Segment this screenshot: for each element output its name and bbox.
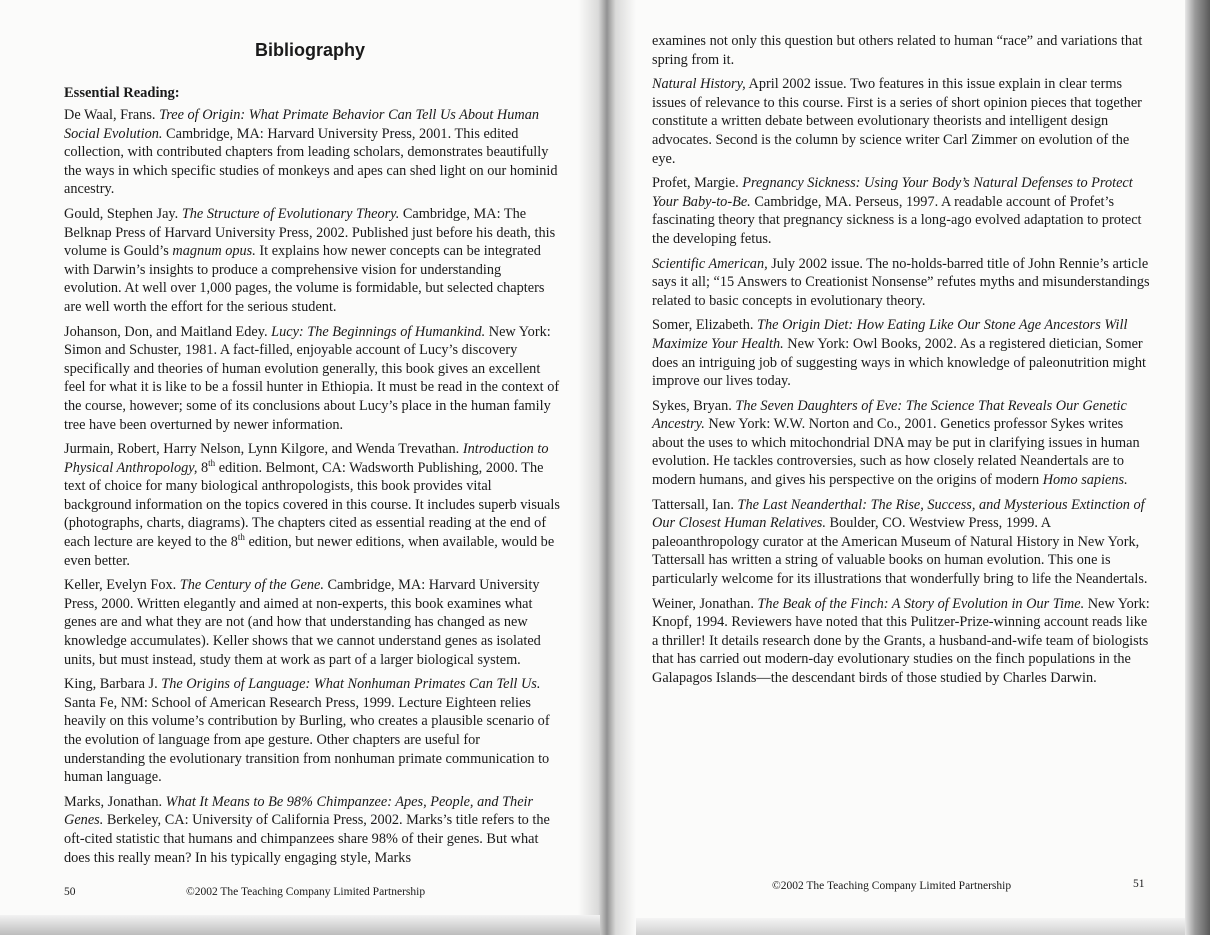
entry-text: July 2002 issue. The no-holds-barred title of John Rennie’s article says it all; “15 Answers to Creationist Nonsense” refutes myths and misunderstandings related to basic concepts in evolutionary theory. [652, 255, 1150, 309]
entry-text: edition, but newer editions, when available, would be even better. [64, 534, 555, 569]
entry-italic-text: magnum opus. [172, 243, 256, 260]
bibliography-entry [652, 75, 1152, 168]
copyright-left: ©2002 The Teaching Company Limited Partnership [186, 886, 426, 898]
entry-author: Johanson, Don, and Maitland Edey. [64, 323, 272, 340]
entry-title: The Seven Daughters of Eve: The Science That Reveals Our Genetic Ancestry. [652, 397, 1127, 433]
entry-author: Somer, Elizabeth. [652, 317, 758, 334]
entry-author: De Waal, Frans. [64, 107, 160, 123]
bibliography-entry [652, 255, 1152, 311]
entry-text: New York: W.W. Norton and Co., 2001. Genetics professor Sykes writes about the uses to which mitochondrial DNA may be put in clarifying issues in human evolution. He tackles controversies, such as how closely related Neandertals are to modern humans, and gives his perspective on the origins of modern [652, 416, 1140, 489]
entry-author: Keller, Evelyn Fox. [64, 577, 180, 594]
entry-title: The Beak of the Finch: A Story of Evolution in Our Time. [757, 595, 1085, 612]
entry-text: Cambridge, MA: The Belknap Press of Harvard University Press, 2002. Published just before his death, this volume is Gould’s [64, 205, 556, 260]
page-title: Bibliography [254, 40, 365, 60]
entry-text: It explains how newer concepts can be integrated with Darwin’s insights to produce a comprehensive vision for understanding evolution. At well over 1,000 pages, the volume is formidable, but selected chapters are well worth the effort for the serious student. [64, 243, 545, 315]
bibliography-entry [64, 205, 560, 317]
entry-author: Weiner, Jonathan. [652, 595, 758, 612]
page-bottom-edge [0, 915, 600, 935]
entry-superscript: th [237, 532, 245, 543]
book-gutter-shadow [578, 0, 636, 935]
entry-title: Natural History, [652, 76, 746, 93]
bibliography-entry [652, 595, 1152, 688]
entry-author: Sykes, Bryan. [652, 397, 736, 414]
entry-title: Introduction to Physical Anthropology, [64, 441, 549, 476]
entry-author: Marks, Jonathan. [64, 793, 166, 810]
entry-author: Jurmain, Robert, Harry Nelson, Lynn Kilgore, and Wenda Trevathan. [64, 441, 463, 458]
copyright-right: ©2002 The Teaching Company Limited Partnership [772, 880, 1012, 892]
left-column [64, 106, 560, 873]
entry-title: The Structure of Evolutionary Theory. [181, 205, 400, 222]
page-bottom-edge-right [636, 918, 1185, 935]
bibliography-entry [652, 496, 1152, 589]
entry-text: Santa Fe, NM: School of American Research Press, 1999. Lecture Eighteen relies heavily on this volume’s contribution by Burling, who creates a plausible scenario of the evolution of language from ape gesture. Other chapters are useful for understanding the evolutionary transition from nonhuman primate communication to human language. [64, 694, 550, 786]
entry-title: Lucy: The Beginnings of Humankind. [271, 323, 486, 340]
entry-author: Tattersall, Ian. [652, 496, 738, 513]
bibliography-entry [64, 576, 560, 669]
bibliography-entry [64, 440, 560, 570]
page-number-left: 50 [64, 886, 76, 898]
bibliography-entry [652, 397, 1152, 490]
entry-title: The Origin Diet: How Eating Like Our Stone Age Ancestors Will Maximize Your Health. [652, 317, 1128, 352]
bibliography-entry [652, 174, 1152, 248]
entry-title: Scientific American, [652, 255, 768, 272]
right-column [652, 32, 1152, 694]
entry-superscript: th [208, 457, 216, 468]
bibliography-entry [64, 793, 560, 867]
entry-text: Berkeley, CA: University of California Press, 2002. Marks’s title refers to the oft-cited statistic that humans and chimpanzees share 98% of their genes. But what does this really mean? In his typically engaging style, Marks [64, 812, 550, 866]
entry-title: Tree of Origin: What Primate Behavior Can Tell Us About Human Social Evolution. [64, 107, 539, 142]
entry-text: edition. Belmont, CA: Wadsworth Publishing, 2000. The text of choice for many biological anthropologists, this book provides vital background information on the topics covered in this course. It includes superb visuals (photographs, charts, diagrams). The chapters cited as essential reading at the end of each lecture are keyed to the 8 [64, 459, 560, 551]
entry-text: New York: Simon and Schuster, 1981. A fact-filled, enjoyable account of Lucy’s discovery specifically and theories of human evolution generally, this book gives an excellent feel for what it is like to be a fossil hunter in Ethiopia. It must be read in the context of the course, however; some of its conclusions about Lucy’s place in the human family tree have been overturned by newer information. [64, 323, 560, 433]
bibliography-entry [652, 316, 1152, 390]
bibliography-entry [64, 675, 560, 787]
bibliography-entry [64, 106, 560, 199]
entry-title: What It Means to Be 98% Chimpanzee: Apes, People, and Their Genes. [64, 793, 534, 829]
entry-title: The Origins of Language: What Nonhuman Primates Can Tell Us. [161, 676, 541, 693]
entry-text: Cambridge, MA. Perseus, 1997. A readable account of Profet’s fascinating theory that pregnancy sickness is a long-ago evolved adaptation to protect the developing fetus. [652, 193, 1142, 247]
entry-text: 8 [197, 459, 209, 476]
entry-text: New York: Owl Books, 2002. As a registered dietician, Somer does an intriguing job of suggesting ways in which knowledge of paleonutrition might improve our lives today. [652, 335, 1146, 390]
entry-author: Gould, Stephen Jay. [64, 205, 182, 222]
entry-italic-text: Homo sapiens. [1042, 472, 1128, 489]
entry-title: Pregnancy Sickness: Using Your Body’s Natural Defenses to Protect Your Baby-to-Be. [652, 175, 1133, 210]
entry-text: Cambridge, MA: Harvard University Press, 2000. Written elegantly and aimed at non-experts, this book examines what genes are and what they are not (and how that understanding has changed as new knowledge accumulates). Keller shows that we cannot understand genes as isolated units, but must instead, study them at work as part of a larger biological system. [64, 577, 541, 668]
entry-title: The Century of the Gene. [179, 577, 324, 594]
entry-author: Profet, Margie. [652, 175, 743, 192]
entry-title: The Last Neanderthal: The Rise, Success, and Mysterious Extinction of Our Closest Human Relatives. [652, 496, 1145, 532]
continued-text: examines not only this question but others related to human “race” and variations that spring from it. [652, 33, 1143, 68]
entry-author: King, Barbara J. [64, 676, 162, 693]
bibliography-entry [64, 323, 560, 435]
entry-text: New York: Knopf, 1994. Reviewers have noted that this Pulitzer-Prize-winning account reads like a thriller! It details research done by the Grants, a husband-and-wife team of biologists that has carried out modern-day evolutionary studies on the finch populations in the Galapagos Islands—the descendant birds of those studied by Charles Darwin. [652, 595, 1150, 686]
page-number-right: 51 [1133, 878, 1145, 890]
entry-text: Cambridge, MA: Harvard University Press, 2001. This edited collection, with contributed chapters from leading scholars, demonstrates beautifully the ways in which specific studies of monkeys and apes can shed light on our hominid ancestry. [64, 125, 558, 198]
entry-text: Boulder, CO. Westview Press, 1999. A paleoanthropology curator at the American Museum of Natural History in New York, Tattersall has written a string of valuable books on human evolution. This one is particularly welcome for its illustrations that wonderfully bring to life the Neandertals. [652, 515, 1148, 588]
section-subheading: Essential Reading: [64, 85, 180, 101]
page-edge-shadow [1185, 0, 1210, 935]
entry-text: April 2002 issue. Two features in this issue explain in clear terms issues of relevance to this course. First is a series of short opinion pieces that together constitute a written debate between evolutionary theorists and intelligent design advocates. Second is the column by science writer Carl Zimmer on evolution of the eye. [652, 76, 1142, 167]
